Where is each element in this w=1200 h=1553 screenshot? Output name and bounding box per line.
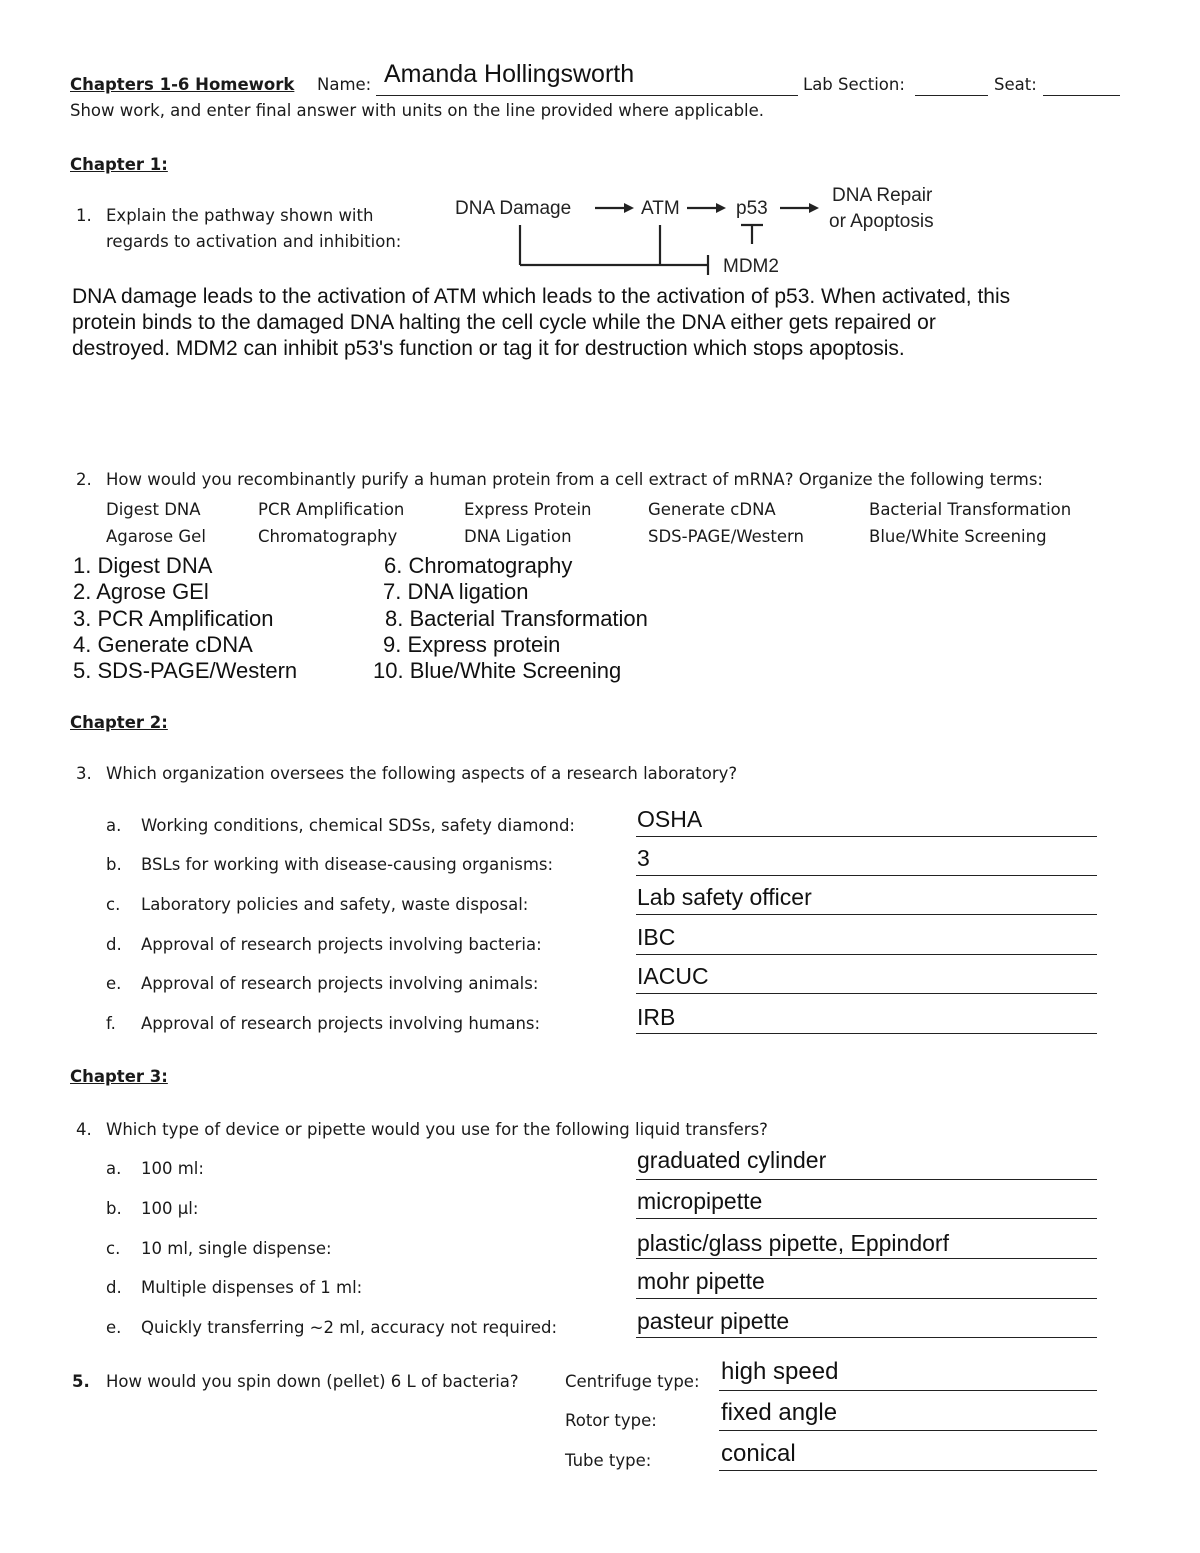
rotor-type-label: Rotor type: <box>565 1411 657 1430</box>
dna-damage-node: DNA Damage <box>455 198 572 219</box>
q3f-text: Approval of research projects involving humans: <box>141 1014 541 1033</box>
q4a-text: 100 ml: <box>141 1159 204 1178</box>
q3d-letter: d. <box>106 935 122 954</box>
q3c-letter: c. <box>106 895 121 914</box>
q4a-answer: graduated cylinder <box>637 1147 827 1173</box>
q4e-answer: pasteur pipette <box>637 1308 790 1334</box>
q2-answer-2: 2. Agrose GEl <box>73 579 209 604</box>
q5-number: 5. <box>72 1372 90 1391</box>
q3a-answer: OSHA <box>637 806 703 832</box>
p53-node: p53 <box>736 198 768 219</box>
q4e-letter: e. <box>106 1318 122 1337</box>
q4d-text: Multiple dispenses of 1 ml: <box>141 1278 363 1297</box>
name-label: Name: <box>317 75 372 94</box>
q3a-answer-line[interactable] <box>636 836 1097 837</box>
lab-section-line[interactable] <box>915 95 988 96</box>
q2-number: 2. <box>76 470 92 489</box>
term-sds-page-western: SDS-PAGE/Western <box>648 527 804 546</box>
q4c-letter: c. <box>106 1239 121 1258</box>
q3-number: 3. <box>76 764 92 783</box>
q2-answer-4: 4. Generate cDNA <box>73 632 253 657</box>
q4-text: Which type of device or pipette would you use for the following liquid transfers? <box>106 1120 768 1139</box>
q3a-letter: a. <box>106 816 122 835</box>
q3e-letter: e. <box>106 974 122 993</box>
chapter-1-heading: Chapter 1: <box>70 155 168 174</box>
lab-section-label: Lab Section: <box>803 75 905 94</box>
centrifuge-type-line[interactable] <box>719 1390 1097 1391</box>
q3b-letter: b. <box>106 855 122 874</box>
term-bacterial-transformation: Bacterial Transformation <box>869 500 1072 519</box>
seat-line[interactable] <box>1043 95 1120 96</box>
q2-answer-8: 8. Bacterial Transformation <box>385 606 648 631</box>
centrifuge-type-answer: high speed <box>721 1358 839 1385</box>
dna-repair-node: DNA Repair <box>832 185 933 206</box>
q4b-answer: micropipette <box>637 1188 763 1214</box>
tube-type-label: Tube type: <box>565 1451 652 1470</box>
q3b-answer-line[interactable] <box>636 875 1097 876</box>
q3e-answer-line[interactable] <box>636 993 1097 994</box>
q1-text-line2: regards to activation and inhibition: <box>106 232 402 251</box>
q1-answer-line1: DNA damage leads to the activation of ATM which leads to the activation of p53. When activated, this <box>72 285 1011 308</box>
tube-type-answer: conical <box>721 1440 796 1467</box>
term-blue-white-screening: Blue/White Screening <box>869 527 1047 546</box>
tube-type-line[interactable] <box>719 1470 1097 1471</box>
q4d-letter: d. <box>106 1278 122 1297</box>
q2-answer-1: 1. Digest DNA <box>73 553 213 578</box>
q3-text: Which organization oversees the following aspects of a research laboratory? <box>106 764 738 783</box>
term-digest-dna: Digest DNA <box>106 500 201 519</box>
q2-answer-10: 10. Blue/White Screening <box>373 658 622 683</box>
q1-number: 1. <box>76 206 92 225</box>
q2-answer-6: 6. Chromatography <box>384 553 573 578</box>
q3d-text: Approval of research projects involving bacteria: <box>141 935 542 954</box>
q3d-answer: IBC <box>637 924 676 950</box>
q4c-answer-line[interactable] <box>636 1258 1097 1259</box>
q1-text-line1: Explain the pathway shown with <box>106 206 374 225</box>
q2-answer-3: 3. PCR Amplification <box>73 606 274 631</box>
q4-number: 4. <box>76 1120 92 1139</box>
q3e-text: Approval of research projects involving animals: <box>141 974 539 993</box>
q3f-answer-line[interactable] <box>636 1033 1097 1034</box>
q4d-answer: mohr pipette <box>637 1268 765 1294</box>
term-agarose-gel: Agarose Gel <box>106 527 206 546</box>
q3e-answer: IACUC <box>637 963 709 989</box>
name-line <box>376 95 798 96</box>
q1-answer-line3: destroyed. MDM2 can inhibit p53's function or tag it for destruction which stops apoptosis. <box>72 337 905 360</box>
term-express-protein: Express Protein <box>464 500 592 519</box>
q1-answer-line2: protein binds to the damaged DNA halting the cell cycle while the DNA either gets repaired or <box>72 311 936 334</box>
mdm2-node: MDM2 <box>723 256 779 277</box>
q4c-text: 10 ml, single dispense: <box>141 1239 332 1258</box>
chapter-2-heading: Chapter 2: <box>70 713 168 732</box>
or-apoptosis-node: or Apoptosis <box>829 211 934 232</box>
atm-node: ATM <box>641 198 680 219</box>
term-generate-cdna: Generate cDNA <box>648 500 776 519</box>
q3f-letter: f. <box>106 1014 116 1033</box>
q2-answer-5: 5. SDS-PAGE/Western <box>73 658 298 683</box>
q2-answer-9: 9. Express protein <box>383 632 561 657</box>
term-chromatography: Chromatography <box>258 527 398 546</box>
q3c-answer: Lab safety officer <box>637 884 812 910</box>
q3c-text: Laboratory policies and safety, waste disposal: <box>141 895 529 914</box>
chapter-3-heading: Chapter 3: <box>70 1067 168 1086</box>
instructions: Show work, and enter final answer with units on the line provided where applicable. <box>70 101 765 120</box>
q2-answer-7: 7. DNA ligation <box>383 579 529 604</box>
rotor-type-line[interactable] <box>719 1430 1097 1431</box>
q3d-answer-line[interactable] <box>636 954 1097 955</box>
q4c-answer: plastic/glass pipette, Eppindorf <box>637 1230 949 1256</box>
q3b-text: BSLs for working with disease-causing organisms: <box>141 855 554 874</box>
name-value: Amanda Hollingsworth <box>384 60 635 88</box>
rotor-type-answer: fixed angle <box>721 1399 838 1426</box>
page-title: Chapters 1-6 Homework <box>70 75 295 94</box>
q3f-answer: IRB <box>637 1004 676 1030</box>
q3a-text: Working conditions, chemical SDSs, safety diamond: <box>141 816 575 835</box>
q4a-letter: a. <box>106 1159 122 1178</box>
centrifuge-type-label: Centrifuge type: <box>565 1372 700 1391</box>
q4a-answer-line[interactable] <box>636 1179 1097 1180</box>
q4e-text: Quickly transferring ~2 ml, accuracy not required: <box>141 1318 558 1337</box>
q2-text: How would you recombinantly purify a human protein from a cell extract of mRNA? Organize the following terms: <box>106 470 1043 489</box>
seat-label: Seat: <box>994 75 1037 94</box>
term-dna-ligation: DNA Ligation <box>464 527 572 546</box>
q5-text: How would you spin down (pellet) 6 L of bacteria? <box>106 1372 519 1391</box>
q4b-text: 100 µl: <box>141 1199 199 1218</box>
q3c-answer-line[interactable] <box>636 914 1097 915</box>
term-pcr-amplification: PCR Amplification <box>258 500 405 519</box>
q4b-answer-line[interactable] <box>636 1218 1097 1219</box>
q4b-letter: b. <box>106 1199 122 1218</box>
q4e-answer-line[interactable] <box>636 1337 1097 1338</box>
q3b-answer: 3 <box>637 845 650 871</box>
q4d-answer-line[interactable] <box>636 1298 1097 1299</box>
pathway-diagram <box>440 175 970 285</box>
